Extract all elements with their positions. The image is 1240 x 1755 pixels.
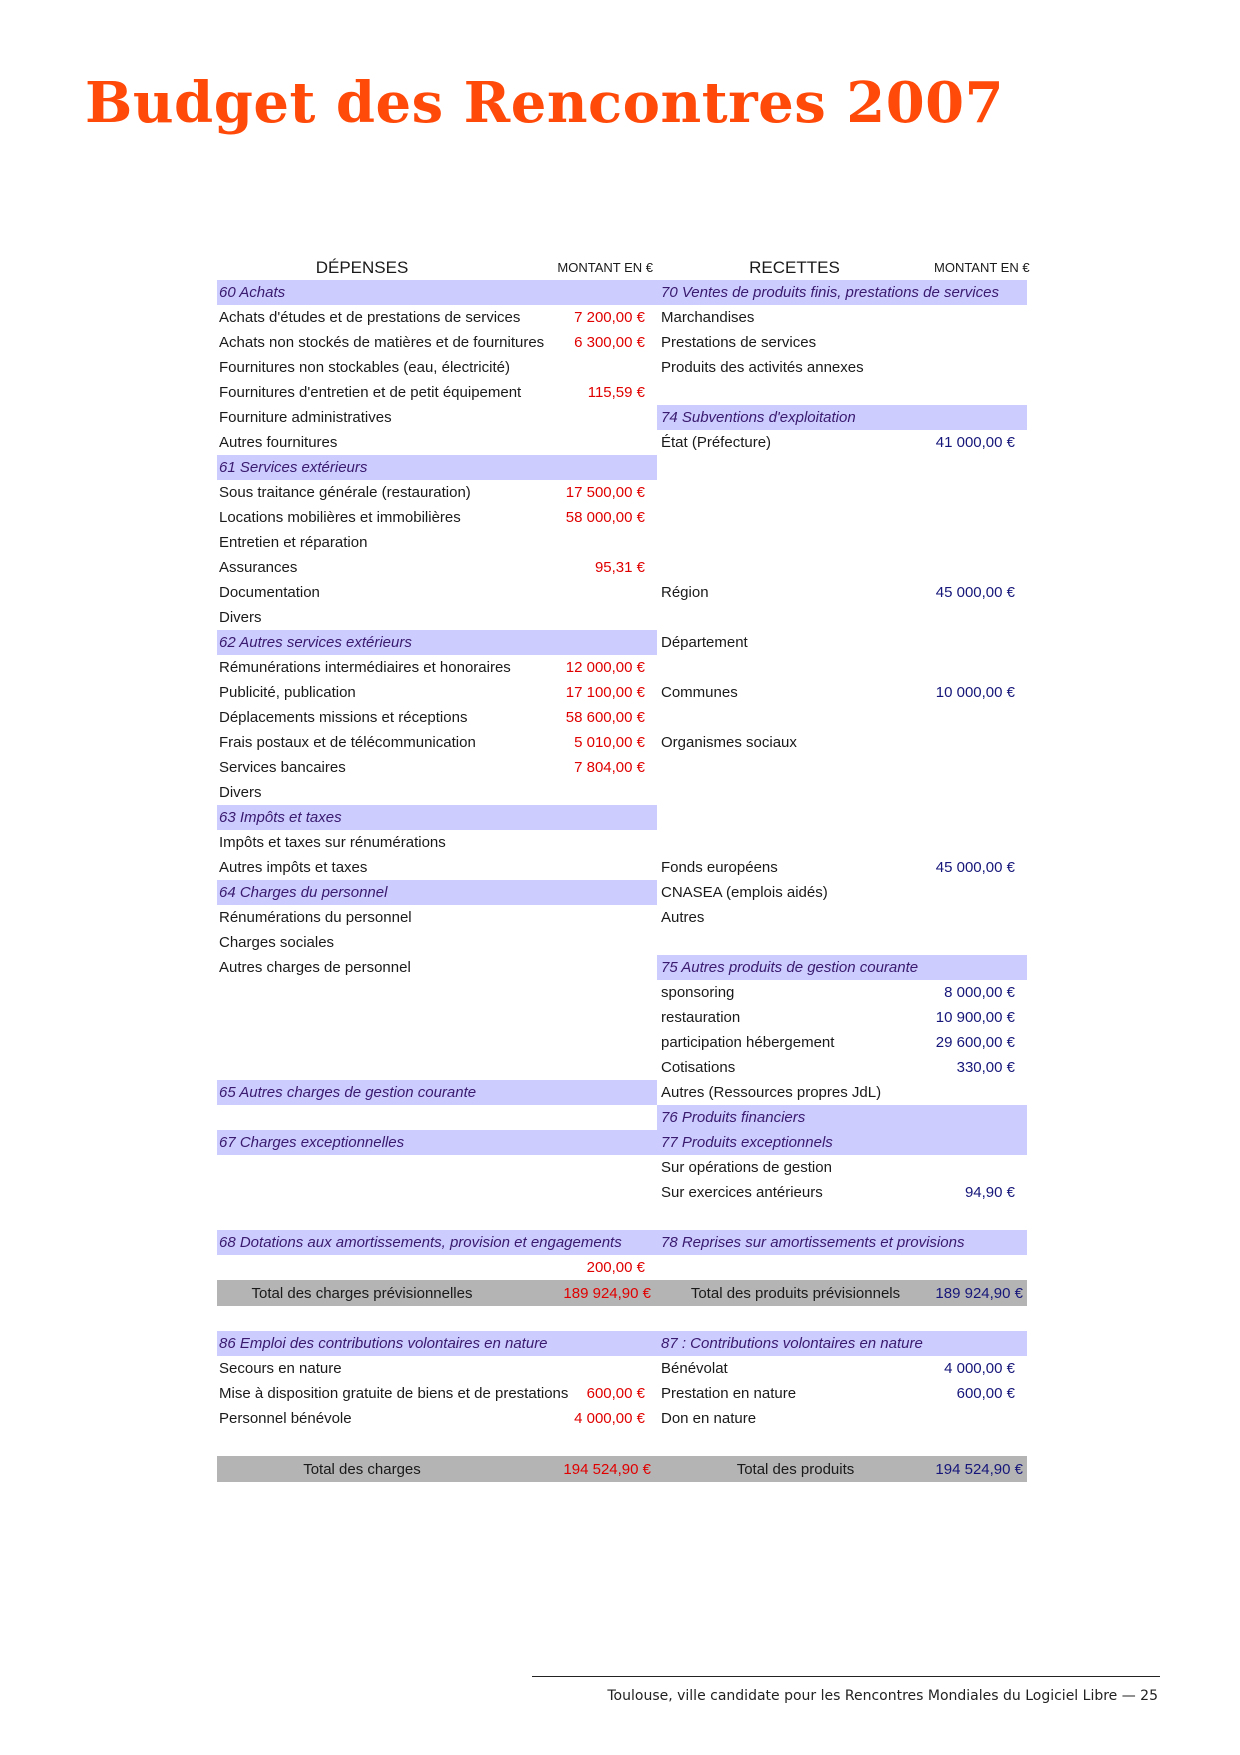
expense-label: [217, 1180, 507, 1205]
table-row: [217, 680, 1027, 705]
revenue-label: Autres: [661, 909, 705, 926]
expense-amount: [507, 530, 657, 555]
header-depenses: DÉPENSES: [315, 257, 409, 277]
table-row: [217, 705, 1027, 730]
table-row: [217, 730, 1027, 755]
table-row: [217, 1055, 1027, 1080]
revenue-label: [657, 505, 932, 530]
expense-amount: [507, 1055, 657, 1080]
total-revenue-amount: 194 524,90 €: [932, 1456, 1027, 1482]
revenue-amount: [932, 305, 1027, 330]
total-expense-label: Total des charges prévisionnelles: [217, 1280, 507, 1306]
expense-amount: [507, 1155, 657, 1180]
expense-amount: [507, 830, 657, 855]
table-row: [217, 530, 1027, 555]
table-row: [217, 355, 1027, 380]
expense-label: Frais postaux et de télécommunication: [219, 734, 476, 751]
table-row: [217, 280, 1027, 305]
table-row: [217, 955, 1027, 980]
expense-label: [217, 980, 507, 1005]
revenue-label: Prestations de services: [661, 334, 817, 351]
table-row: [217, 905, 1027, 930]
revenue-label: [657, 830, 932, 855]
revenue-label: Fonds européens: [661, 859, 778, 876]
expense-label: Autres impôts et taxes: [219, 859, 368, 876]
expense-label: Personnel bénévole: [219, 1410, 352, 1427]
revenue-amount: [932, 930, 1027, 955]
expense-label: Sous traitance générale (restauration): [219, 484, 471, 501]
revenue-label: État (Préfecture): [661, 434, 772, 451]
revenue-amount: [932, 455, 1027, 480]
spacer-cell: [217, 1205, 1027, 1230]
table-row: [217, 830, 1027, 855]
expense-amount: 115,59 €: [587, 384, 645, 401]
revenue-label: Bénévolat: [661, 1360, 728, 1377]
revenue-label: Organismes sociaux: [661, 734, 797, 751]
page-title: Budget des Rencontres 2007: [85, 70, 1005, 136]
table-row: [217, 1331, 1027, 1356]
revenue-amount: [932, 355, 1027, 380]
header-recettes: RECETTES: [749, 257, 840, 277]
table-row: [217, 805, 1027, 830]
revenue-amount: [932, 505, 1027, 530]
expense-category: 61 Services extérieurs: [217, 455, 657, 480]
expense-amount: [507, 930, 657, 955]
revenue-label: Région: [661, 584, 709, 601]
table-row: [217, 780, 1027, 805]
revenue-amount: [932, 1155, 1027, 1180]
total-expense-amount: 194 524,90 €: [507, 1456, 657, 1482]
revenue-amount: [932, 780, 1027, 805]
revenue-amount: [932, 555, 1027, 580]
revenue-label: [657, 755, 932, 780]
table-row: [217, 630, 1027, 655]
revenue-label: [657, 780, 932, 805]
revenue-amount: [932, 380, 1027, 405]
expense-label: Divers: [219, 609, 262, 626]
table-row: [217, 655, 1027, 680]
expense-label: Entretien et réparation: [219, 534, 368, 551]
budget-table-body: [217, 280, 1027, 1482]
expense-label: [217, 1055, 507, 1080]
expense-label: Rémunérations intermédiaires et honoraires: [219, 659, 511, 676]
revenue-amount: [932, 755, 1027, 780]
revenue-label: [657, 530, 932, 555]
revenue-amount: 94,90 €: [964, 1184, 1015, 1201]
header-montant-recettes: MONTANT EN €: [934, 260, 1030, 275]
revenue-amount: 330,00 €: [956, 1059, 1015, 1076]
expense-amount: 58 600,00 €: [565, 709, 645, 726]
expense-label: Impôts et taxes sur rénumérations: [219, 834, 446, 851]
revenue-label: Don en nature: [661, 1410, 757, 1427]
expense-amount: 58 000,00 €: [565, 509, 645, 526]
expense-label: Divers: [219, 784, 262, 801]
table-row: [217, 605, 1027, 630]
revenue-category: 78 Reprises sur amortissements et provisions: [657, 1230, 1027, 1255]
expense-label: Achats non stockés de matières et de fournitures: [219, 334, 545, 351]
expense-label: Publicité, publication: [219, 684, 356, 701]
revenue-amount: 600,00 €: [956, 1385, 1015, 1402]
revenue-amount: [932, 730, 1027, 755]
table-row: [217, 1356, 1027, 1381]
expense-label: Services bancaires: [219, 759, 346, 776]
revenue-label: [657, 480, 932, 505]
table-row: [217, 1005, 1027, 1030]
revenue-amount: [932, 1255, 1027, 1280]
revenue-label: Sur opérations de gestion: [661, 1159, 832, 1176]
revenue-category: 87 : Contributions volontaires en nature: [657, 1331, 1027, 1356]
revenue-label: [657, 555, 932, 580]
expense-label: Fournitures non stockables (eau, électricité): [219, 359, 510, 376]
revenue-amount: [932, 630, 1027, 655]
expense-amount: [507, 1005, 657, 1030]
expense-amount: 7 200,00 €: [574, 309, 645, 326]
expense-label: Secours en nature: [219, 1360, 342, 1377]
revenue-label: [657, 605, 932, 630]
revenue-amount: [932, 1406, 1027, 1431]
total-revenue-label: Total des produits prévisionnels: [657, 1280, 932, 1306]
table-row: [217, 1406, 1027, 1431]
spacer-row: [217, 1205, 1027, 1230]
table-row: [217, 1255, 1027, 1280]
expense-amount: [507, 780, 657, 805]
expense-label: [217, 1030, 507, 1055]
expense-label: Locations mobilières et immobilières: [219, 509, 461, 526]
revenue-amount: 45 000,00 €: [935, 584, 1015, 601]
total-revenue-amount: 189 924,90 €: [932, 1280, 1027, 1306]
revenue-amount: 41 000,00 €: [935, 434, 1015, 451]
total-row: [217, 1456, 1027, 1482]
table-row: [217, 1080, 1027, 1105]
table-row: [217, 755, 1027, 780]
revenue-label: [657, 655, 932, 680]
table-row: [217, 980, 1027, 1005]
revenue-amount: [932, 605, 1027, 630]
table-row: [217, 380, 1027, 405]
table-row: [217, 880, 1027, 905]
revenue-label: Cotisations: [661, 1059, 736, 1076]
expense-amount: 200,00 €: [586, 1259, 645, 1276]
table-row: [217, 405, 1027, 430]
budget-table-header: [217, 255, 1030, 280]
revenue-label: sponsoring: [661, 984, 735, 1001]
revenue-label: [657, 705, 932, 730]
total-revenue-label: Total des produits: [657, 1456, 932, 1482]
revenue-amount: [932, 705, 1027, 730]
expense-label: Achats d'études et de prestations de services: [219, 309, 521, 326]
table-row: [217, 1030, 1027, 1055]
expense-amount: 4 000,00 €: [574, 1410, 645, 1427]
revenue-label: Marchandises: [661, 309, 755, 326]
expense-label: [217, 1255, 507, 1280]
expense-amount: 12 000,00 €: [565, 659, 645, 676]
revenue-label: [657, 380, 932, 405]
revenue-amount: 29 600,00 €: [935, 1034, 1015, 1051]
revenue-category: 74 Subventions d'exploitation: [657, 405, 1027, 430]
revenue-amount: 10 000,00 €: [935, 684, 1015, 701]
expense-amount: 17 500,00 €: [565, 484, 645, 501]
revenue-amount: [932, 480, 1027, 505]
expense-amount: 17 100,00 €: [565, 684, 645, 701]
table-row: [217, 1105, 1027, 1130]
total-expense-amount: 189 924,90 €: [507, 1280, 657, 1306]
expense-amount: [507, 905, 657, 930]
revenue-amount: [932, 330, 1027, 355]
expense-amount: [507, 355, 657, 380]
revenue-amount: [932, 905, 1027, 930]
total-expense-label: Total des charges: [217, 1456, 507, 1482]
revenue-amount: [932, 530, 1027, 555]
expense-amount: [507, 430, 657, 455]
revenue-label: [657, 1255, 932, 1280]
table-row: [217, 305, 1027, 330]
expense-amount: [507, 580, 657, 605]
table-row: [217, 430, 1027, 455]
revenue-label: Communes: [661, 684, 738, 701]
expense-label: Rénumérations du personnel: [219, 909, 412, 926]
expense-label: Autres fournitures: [219, 434, 338, 451]
expense-amount: 7 804,00 €: [574, 759, 645, 776]
revenue-amount: [932, 880, 1027, 905]
table-row: [217, 455, 1027, 480]
expense-amount: [507, 1030, 657, 1055]
expense-label: Mise à disposition gratuite de biens et de prestations: [219, 1385, 569, 1402]
table-row: [217, 1130, 1027, 1155]
expense-label: [217, 1155, 507, 1180]
expense-label: Autres charges de personnel: [219, 959, 411, 976]
expense-category: 64 Charges du personnel: [217, 880, 657, 905]
expense-label: [217, 1105, 507, 1130]
expense-label: Documentation: [219, 584, 320, 601]
revenue-amount: [932, 655, 1027, 680]
expense-category: 67 Charges exceptionnelles: [217, 1130, 657, 1155]
table-row: [217, 1381, 1027, 1406]
revenue-amount: [932, 830, 1027, 855]
expense-category: 68 Dotations aux amortissements, provision et engagements: [217, 1230, 657, 1255]
expense-amount: [507, 1180, 657, 1205]
table-row: [217, 1230, 1027, 1255]
revenue-amount: [932, 1080, 1027, 1105]
revenue-label: Produits des activités annexes: [661, 359, 864, 376]
expense-category: 65 Autres charges de gestion courante: [217, 1080, 657, 1105]
revenue-label: [657, 455, 932, 480]
revenue-amount: 4 000,00 €: [944, 1360, 1015, 1377]
table-row: [217, 1180, 1027, 1205]
revenue-label: [657, 930, 932, 955]
expense-label: [217, 1005, 507, 1030]
expense-amount: 95,31 €: [594, 559, 645, 576]
expense-amount: 5 010,00 €: [574, 734, 645, 751]
revenue-label: [657, 805, 932, 830]
spacer-row: [217, 1431, 1027, 1456]
revenue-category: 75 Autres produits de gestion courante: [657, 955, 1027, 980]
revenue-label: Département: [661, 634, 748, 651]
expense-category: 63 Impôts et taxes: [217, 805, 657, 830]
table-row: [217, 580, 1027, 605]
table-row: [217, 555, 1027, 580]
revenue-category: 70 Ventes de produits finis, prestations de services: [657, 280, 1027, 305]
expense-label: Fournitures d'entretien et de petit équipement: [219, 384, 522, 401]
revenue-label: Autres (Ressources propres JdL): [661, 1084, 882, 1101]
expense-amount: 600,00 €: [586, 1385, 645, 1402]
expense-label: Déplacements missions et réceptions: [219, 709, 468, 726]
table-row: [217, 480, 1027, 505]
expense-category: 86 Emploi des contributions volontaires en nature: [217, 1331, 657, 1356]
revenue-category: 76 Produits financiers: [657, 1105, 1027, 1130]
revenue-amount: 8 000,00 €: [944, 984, 1015, 1001]
footer-divider: [532, 1676, 1160, 1677]
spacer-cell: [217, 1431, 1027, 1456]
expense-amount: [507, 405, 657, 430]
table-row: [217, 330, 1027, 355]
expense-category: 60 Achats: [217, 280, 657, 305]
table-row: [217, 930, 1027, 955]
expense-label: Assurances: [219, 559, 298, 576]
table-row: [217, 1155, 1027, 1180]
revenue-label: Sur exercices antérieurs: [661, 1184, 823, 1201]
budget-table: [217, 255, 1030, 1482]
revenue-label: participation hébergement: [661, 1034, 835, 1051]
expense-label: Fourniture administratives: [219, 409, 392, 426]
expense-amount: 6 300,00 €: [574, 334, 645, 351]
revenue-label: Prestation en nature: [661, 1385, 797, 1402]
revenue-amount: [932, 805, 1027, 830]
revenue-amount: 10 900,00 €: [935, 1009, 1015, 1026]
table-row: [217, 855, 1027, 880]
page-footer: Toulouse, ville candidate pour les Rencontres Mondiales du Logiciel Libre — 25: [607, 1688, 1158, 1704]
total-row: [217, 1280, 1027, 1306]
expense-amount: [507, 855, 657, 880]
expense-amount: [507, 1356, 657, 1381]
header-montant-depenses: MONTANT EN €: [557, 260, 653, 275]
revenue-label: CNASEA (emplois aidés): [661, 884, 828, 901]
table-row: [217, 505, 1027, 530]
expense-amount: [507, 1105, 657, 1130]
revenue-label: restauration: [661, 1009, 741, 1026]
expense-amount: [507, 955, 657, 980]
expense-amount: [507, 605, 657, 630]
revenue-category: 77 Produits exceptionnels: [657, 1130, 1027, 1155]
expense-amount: [507, 980, 657, 1005]
spacer-cell: [217, 1306, 1027, 1331]
revenue-amount: 45 000,00 €: [935, 859, 1015, 876]
expense-category: 62 Autres services extérieurs: [217, 630, 657, 655]
expense-label: Charges sociales: [219, 934, 335, 951]
spacer-row: [217, 1306, 1027, 1331]
